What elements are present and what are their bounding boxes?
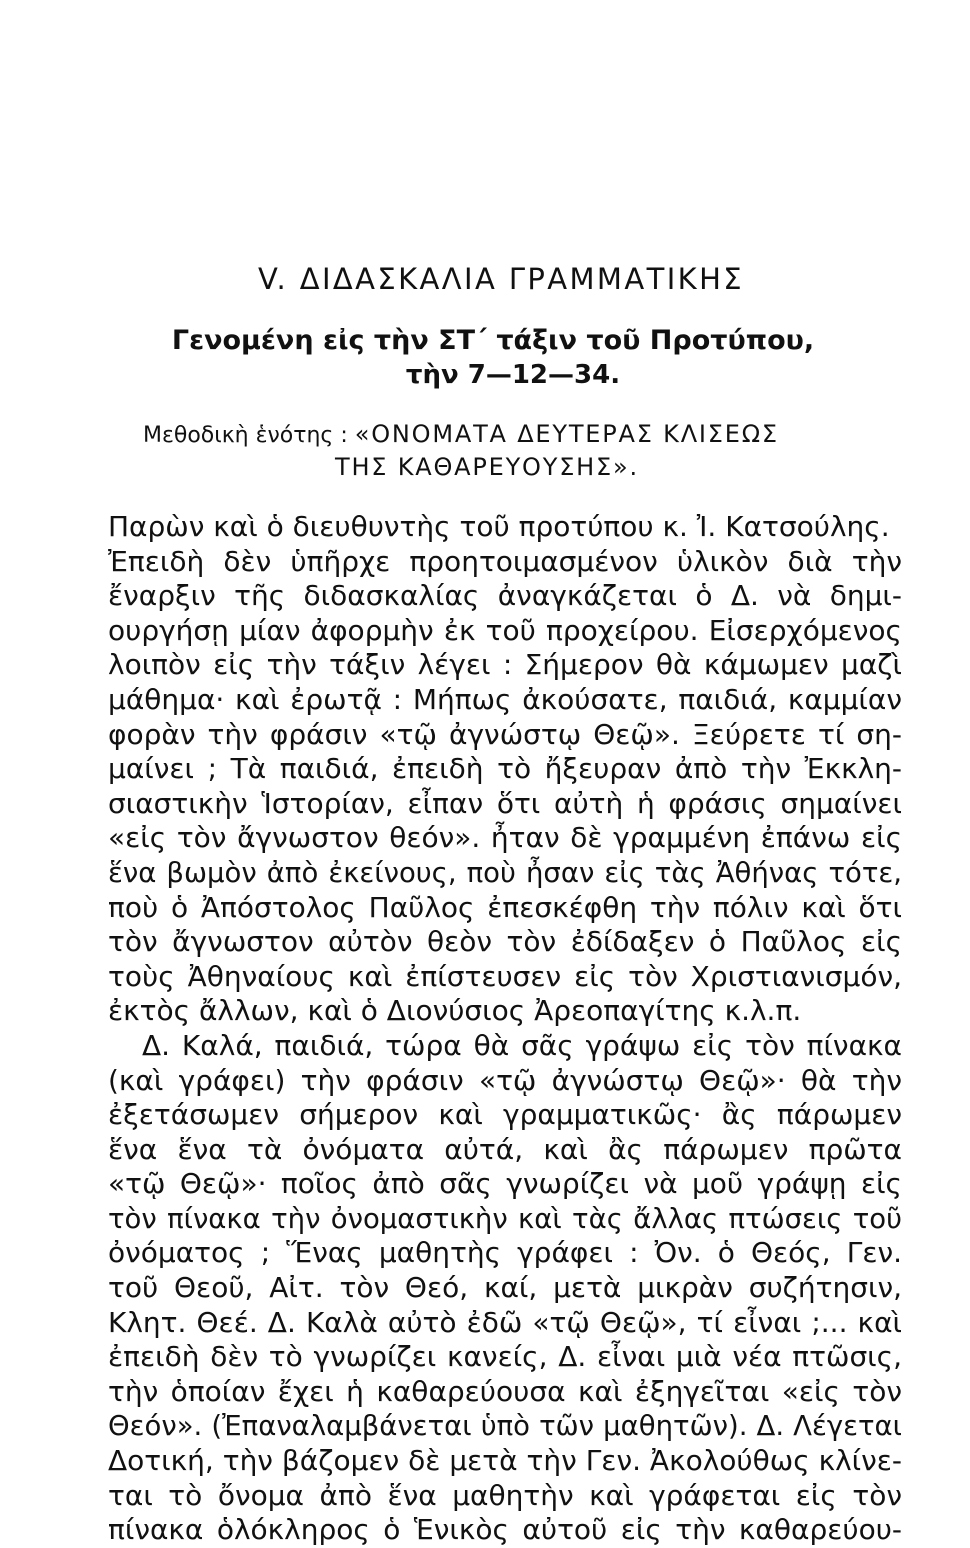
methodical-unit-title: «ΟΝΟΜΑΤΑ ΔΕΥΤΕΡΑΣ ΚΛΙΣΕΩΣ [354, 420, 779, 448]
body-line: Κλητ. Θεέ. Δ. Καλὰ αὐτὸ ἐδῶ «τῷ Θεῷ», τί εἶναι ;... καὶ [108, 1305, 902, 1339]
body-line: «εἰς τὸν ἄγνωστον θεόν». ἦταν δὲ γραμμένη ἐπάνω εἰς [108, 821, 902, 855]
body-line: ποὺ ὁ Ἀπόστολος Παῦλος ἐπεσκέφθη τὴν πόλιν καὶ ὅτι [108, 890, 902, 924]
body-line: (καὶ γράφει) τὴν φράσιν «τῷ ἀγνώστῳ Θεῷ»· θὰ τὴν [108, 1063, 902, 1097]
methodical-unit-title-line-2: ΤΗΣ ΚΑΘΑΡΕΥΟΥΣΗΣ». [335, 453, 639, 481]
body-line: πίνακα ὁλόκληρος ὁ Ἑνικὸς αὐτοῦ εἰς τὴν καθαρεύου- [108, 1513, 902, 1547]
lesson-subtitle-line-1: Γενομένη εἰς τὴν ΣΤ΄ τάξιν τοῦ Προτύπου, [171, 325, 815, 356]
body-line: τοῦ Θεοῦ, Αἰτ. τὸν Θεό, καί, μετὰ μικρὰν συζήτησιν, [108, 1271, 902, 1305]
body-line: σιαστικὴν Ἱστορίαν, εἶπαν ὅτι αὐτὴ ἡ φράσις σημαίνει [108, 786, 902, 820]
methodical-unit-line-1 [143, 420, 779, 448]
body-line: ἐκτὸς ἄλλων, καὶ ὁ Διονύσιος Ἀρεοπαγίτης κ.λ.π. [108, 994, 802, 1028]
body-line: ἕνα βωμὸν ἀπὸ ἐκείνους, ποὺ ἦσαν εἰς τὰς Ἀθήνας τότε, [108, 856, 902, 889]
body-line: τὸν ἄγνωστον αὐτὸν θεὸν τὸν ἐδίδαξεν ὁ Παῦλος εἰς [108, 925, 902, 959]
body-line: Ἐπειδὴ δὲν ὑπῆρχε προητοιμασμένον ὑλικὸν διὰ τὴν [108, 544, 902, 578]
body-line: μάθημα· καὶ ἐρωτᾷ : Μήπως ἀκούσατε, παιδιά, καμμίαν [108, 682, 902, 716]
body-line: Θεόν». (Ἐπαναλαμβάνεται ὑπὸ τῶν μαθητῶν). Δ. Λέγεται [108, 1410, 902, 1443]
body-line: ουργήσῃ μίαν ἀφορμὴν ἐκ τοῦ προχείρου. Εἰσερχόμενος [108, 613, 902, 647]
body-line: Δ. Καλά, παιδιά, τώρα θὰ σᾶς γράψω εἰς τὸν πίνακα [142, 1028, 902, 1062]
body-line: ἔναρξιν τῆς διδασκαλίας ἀναγκάζεται ὁ Δ. νὰ δημι- [108, 579, 902, 613]
body-line: φορὰν τὴν φράσιν «τῷ ἀγνώστῳ Θεῷ». Ξεύρετε τί ση- [108, 717, 902, 751]
body-line: ἐπειδὴ δὲν τὸ γνωρίζει κανείς, Δ. εἶναι μιὰ νέα πτῶσις, [108, 1340, 902, 1374]
body-line: Παρὼν καὶ ὁ διευθυντὴς τοῦ προτύπου κ. Ἰ. Κατσούλης. [108, 510, 890, 543]
body-line: μαίνει ; Τὰ παιδιά, ἐπειδὴ τὸ ἤξευραν ἀπὸ τὴν Ἐκκλη- [108, 752, 902, 786]
body-line: «τῷ Θεῷ»· ποῖος ἀπὸ σᾶς γνωρίζει νὰ μοῦ γράψῃ εἰς [108, 1167, 902, 1201]
chapter-title: V. ΔΙΔΑΣΚΑΛΙΑ ΓΡΑΜΜΑΤΙΚΗΣ [258, 262, 745, 296]
body-line: ἕνα ἕνα τὰ ὀνόματα αὐτά, καὶ ἂς πάρωμεν πρῶτα [108, 1132, 902, 1166]
body-line: λοιπὸν εἰς τὴν τάξιν λέγει : Σήμερον θὰ κάμωμεν μαζὶ [108, 648, 902, 682]
body-line: τοὺς Ἀθηναίους καὶ ἐπίστευσεν εἰς τὸν Χριστιανισμόν, [108, 959, 902, 993]
lesson-subtitle-line-2: τὴν 7—12—34. [405, 360, 621, 390]
body-text [108, 510, 902, 1548]
body-line: Δοτική, τὴν βάζομεν δὲ μετὰ τὴν Γεν. Ἀκολούθως κλίνε- [108, 1444, 902, 1478]
body-line: ὀνόματος ; Ἕνας μαθητὴς γράφει : Ὀν. ὁ Θεός, Γεν. [108, 1236, 902, 1270]
body-line: τὸν πίνακα τὴν ὀνομαστικὴν καὶ τὰς ἄλλας πτώσεις τοῦ [108, 1202, 902, 1235]
body-line: ται τὸ ὄνομα ἀπὸ ἕνα μαθητὴν καὶ γράφεται εἰς τὸν [108, 1478, 902, 1512]
body-line: τὴν ὁποίαν ἔχει ἡ καθαρεύουσα καὶ ἐξηγεῖται «εἰς τὸν [108, 1374, 902, 1408]
methodical-unit-label: Μεθοδικὴ ἑνότης : [143, 423, 348, 448]
body-line: ἐξετάσωμεν σήμερον καὶ γραμματικῶς· ἂς πάρωμεν [108, 1098, 902, 1132]
